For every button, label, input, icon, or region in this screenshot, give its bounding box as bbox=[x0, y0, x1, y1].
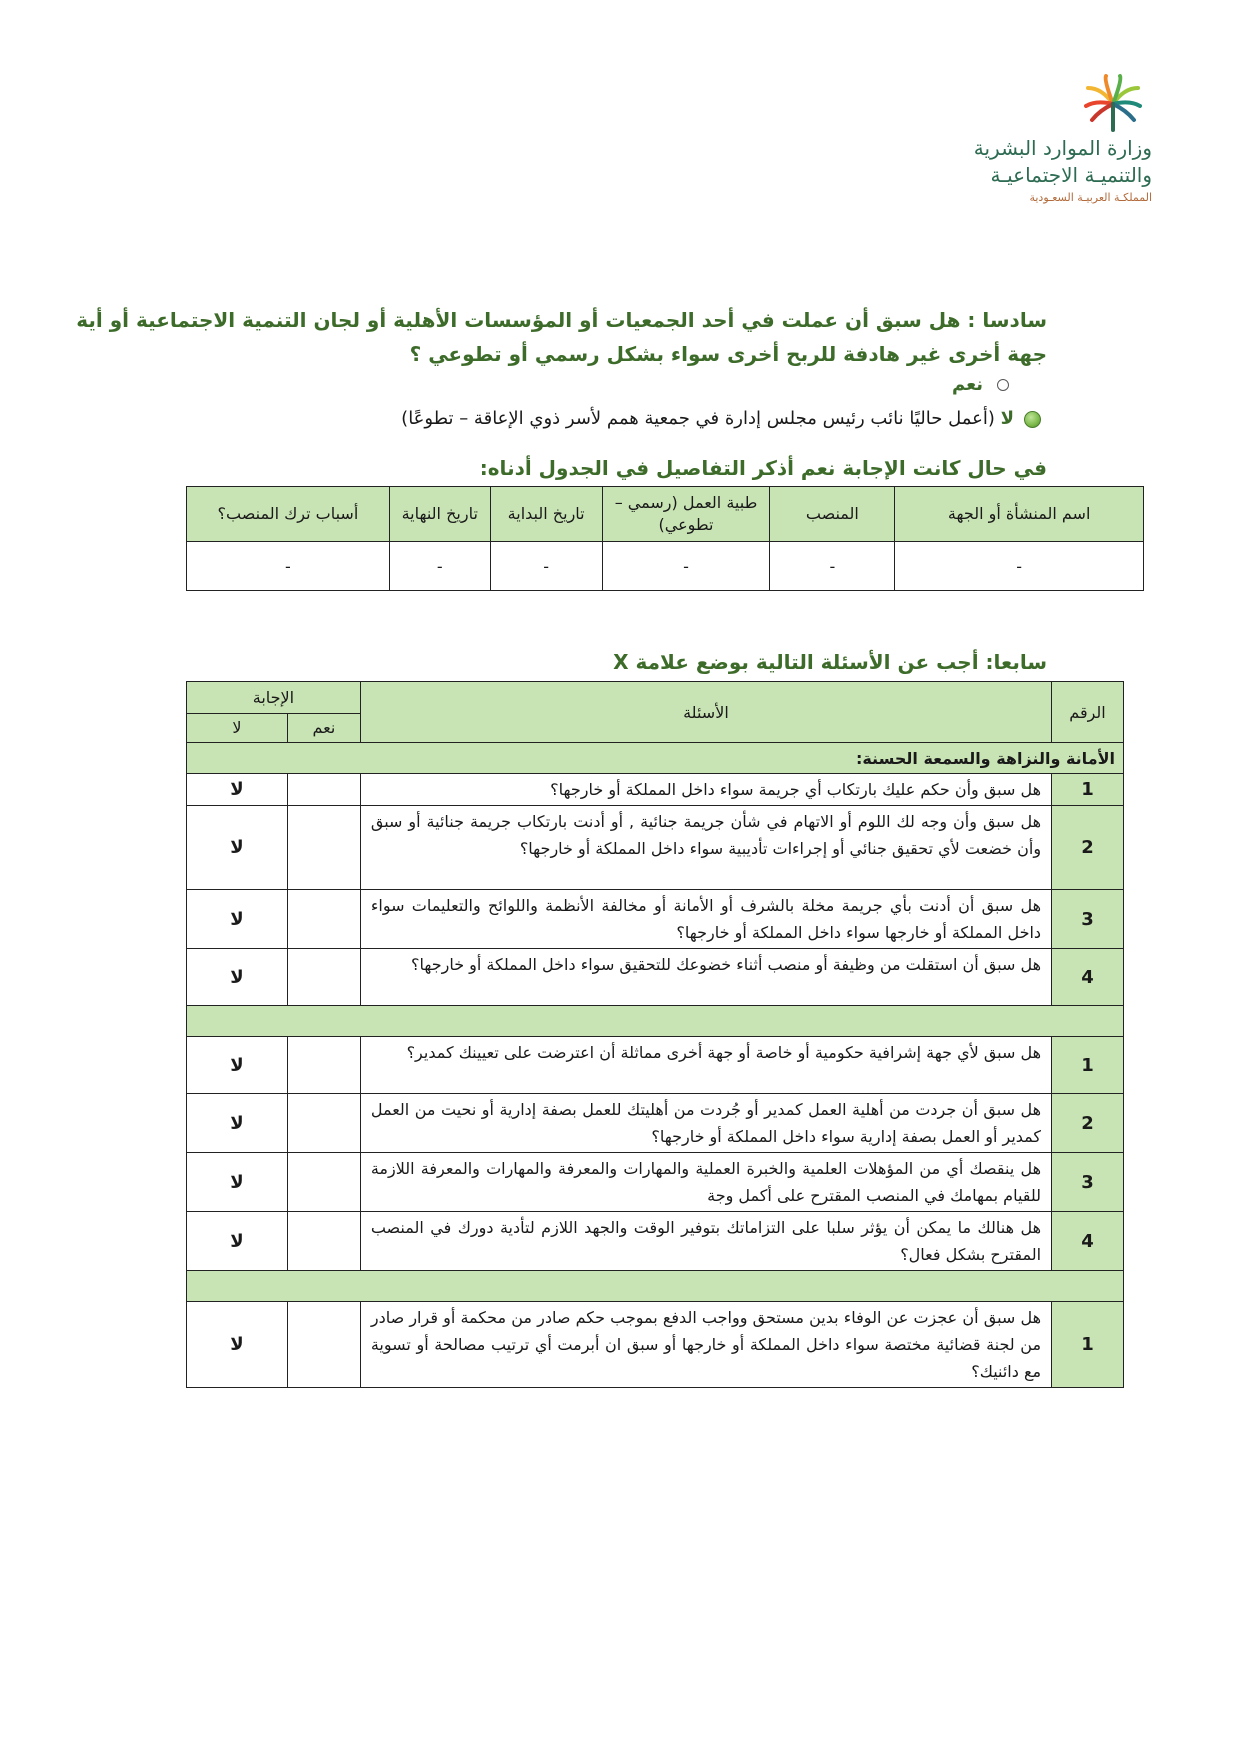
table-cell[interactable]: - bbox=[770, 542, 895, 591]
section-title: الأمانة والنزاهة والسمعة الحسنة: bbox=[187, 743, 1124, 774]
logo-text-line3: المملكـة العربيـة السعـودية bbox=[1029, 191, 1152, 204]
table-cell[interactable]: - bbox=[602, 542, 770, 591]
table-row bbox=[187, 542, 1144, 591]
table-header-cell: اسم المنشأة أو الجهة bbox=[895, 487, 1144, 542]
section7-title: سابعا: أجب عن الأسئلة التالية بوضع علامة X bbox=[613, 650, 1047, 674]
answer-no-cell[interactable]: لا bbox=[187, 1153, 288, 1212]
question-number: 4 bbox=[1052, 1212, 1124, 1271]
table-row bbox=[187, 1037, 1124, 1094]
option-yes-label: نعم bbox=[951, 374, 983, 395]
table-header-cell: أسباب ترك المنصب؟ bbox=[187, 487, 390, 542]
answer-yes-cell[interactable] bbox=[287, 1302, 360, 1388]
table-row bbox=[187, 1302, 1124, 1388]
question-number: 4 bbox=[1052, 949, 1124, 1006]
answer-no-cell[interactable]: لا bbox=[187, 1212, 288, 1271]
question-text: هل سبق أن عجزت عن الوفاء بدين مستحق وواجب الدفع بموجب حكم صادر من محكمة أو قرار صادر من لجنة قضائية مختصة سواء داخل المملكة أو خارجها أو سبق ان أبرمت أي ترتيب مصالحة أو تسوية مع دائنيك؟ bbox=[360, 1302, 1051, 1388]
option-yes[interactable] bbox=[952, 374, 1009, 395]
answer-yes-cell[interactable] bbox=[287, 1212, 360, 1271]
question-text: هل سبق أن استقلت من وظيفة أو منصب أثناء خضوعك للتحقيق سواء داخل المملكة أو خارجها؟ bbox=[360, 949, 1051, 1006]
header-yes: نعم bbox=[287, 713, 360, 742]
work-details-table bbox=[186, 486, 1144, 591]
answer-yes-cell[interactable] bbox=[287, 1153, 360, 1212]
section6-title-line1: سادسا : هل سبق أن عملت في أحد الجمعيات أو المؤسسات الأهلية أو لجان التنمية الاجتماعية أو أية bbox=[76, 308, 1047, 332]
question-number: 2 bbox=[1052, 806, 1124, 890]
answer-yes-cell[interactable] bbox=[287, 890, 360, 949]
section-row bbox=[187, 1006, 1124, 1037]
logo-text-line1: وزارة الموارد البشرية bbox=[973, 136, 1152, 160]
table-header-cell: طبية العمل (رسمي – تطوعي) bbox=[602, 487, 770, 542]
table-header-cell: تاريخ البداية bbox=[490, 487, 602, 542]
table-row bbox=[187, 890, 1124, 949]
answer-yes-cell[interactable] bbox=[287, 949, 360, 1006]
question-text: هل هنالك ما يمكن أن يؤثر سلبا على التزاماتك بتوفير الوقت والجهد اللازم لتأدية دورك في المنصب المقترح بشكل فعال؟ bbox=[360, 1212, 1051, 1271]
question-text: هل سبق أن جردت من أهلية العمل كمدير أو جُردت من أهليتك للعمل بصفة إدارية أو نحيت من العمل كمدير أو العمل بصفة إدارية سواء داخل المملكة أو خارجها؟ bbox=[360, 1094, 1051, 1153]
answer-yes-cell[interactable] bbox=[287, 806, 360, 890]
question-number: 3 bbox=[1052, 890, 1124, 949]
table-cell[interactable]: - bbox=[490, 542, 602, 591]
answer-no-cell[interactable]: لا bbox=[187, 1302, 288, 1388]
question-text: هل سبق وأن حكم عليك بارتكاب أي جريمة سواء داخل المملكة أو خارجها؟ bbox=[360, 774, 1051, 806]
answer-no-cell[interactable]: لا bbox=[187, 1094, 288, 1153]
question-text: هل سبق أن أدنت بأي جريمة مخلة بالشرف أو الأمانة أو مخالفة الأنظمة واللوائح والتعليمات سواء داخل المملكة أو خارجها سواء داخل المملكة أو خارجها؟ bbox=[360, 890, 1051, 949]
answer-yes-cell[interactable] bbox=[287, 1094, 360, 1153]
answer-no-cell[interactable]: لا bbox=[187, 806, 288, 890]
details-prompt: في حال كانت الإجابة نعم أذكر التفاصيل في الجدول أدناه: bbox=[479, 456, 1047, 480]
section-title bbox=[187, 1271, 1124, 1302]
table-header-cell: المنصب bbox=[770, 487, 895, 542]
table-row bbox=[187, 774, 1124, 806]
questions-body bbox=[187, 743, 1124, 1388]
question-number: 1 bbox=[1052, 1302, 1124, 1388]
header-questions: الأسئلة bbox=[360, 682, 1051, 743]
radio-empty-icon[interactable] bbox=[997, 379, 1009, 391]
table-row bbox=[187, 1153, 1124, 1212]
questions-header-row bbox=[187, 682, 1124, 714]
radio-selected-icon[interactable] bbox=[1024, 411, 1041, 428]
table-cell[interactable]: - bbox=[389, 542, 490, 591]
section-title bbox=[187, 1006, 1124, 1037]
section-row bbox=[187, 1271, 1124, 1302]
table-header-row bbox=[187, 487, 1144, 542]
answer-yes-cell[interactable] bbox=[287, 1037, 360, 1094]
table-row bbox=[187, 949, 1124, 1006]
option-no[interactable] bbox=[401, 408, 1041, 429]
question-text: هل ينقصك أي من المؤهلات العلمية والخبرة العملية والمهارات والمعرفة والمهارات والمعرفة اللازمة للقيام بمهامك في المنصب المقترح على أكمل وجة bbox=[360, 1153, 1051, 1212]
option-no-detail: (أعمل حاليًا نائب رئيس مجلس إدارة في جمعية همم لأسر ذوي الإعاقة – تطوعًا) bbox=[401, 408, 1001, 429]
table-cell[interactable]: - bbox=[895, 542, 1144, 591]
header-answer: الإجابة bbox=[187, 682, 361, 714]
question-text: هل سبق وأن وجه لك اللوم أو الاتهام في شأن جريمة جنائية , أو أدنت بارتكاب جريمة جنائية أو سبق وأن خضعت لأي تحقيق جنائي أو إجراءات تأديبية سواء داخل المملكة أو خارجها؟ bbox=[360, 806, 1051, 890]
option-no-label: لا bbox=[1000, 408, 1014, 429]
question-text: هل سبق لأي جهة إشرافية حكومية أو خاصة أو جهة أخرى مماثلة أن اعترضت على تعيينك كمدير؟ bbox=[360, 1037, 1051, 1094]
question-number: 3 bbox=[1052, 1153, 1124, 1212]
header-number: الرقم bbox=[1052, 682, 1124, 743]
answer-yes-cell[interactable] bbox=[287, 774, 360, 806]
table-row bbox=[187, 806, 1124, 890]
answer-no-cell[interactable]: لا bbox=[187, 1037, 288, 1094]
answer-no-cell[interactable]: لا bbox=[187, 774, 288, 806]
questions-table bbox=[186, 681, 1124, 1388]
header-no: لا bbox=[187, 713, 288, 742]
table-cell[interactable]: - bbox=[187, 542, 390, 591]
logo-text-line2: والتنميـة الاجتماعيـة bbox=[990, 163, 1152, 187]
palm-tree-icon bbox=[1082, 74, 1144, 132]
section6-title-line2: جهة أخرى غير هادفة للربح أخرى سواء بشكل رسمي أو تطوعي ؟ bbox=[409, 342, 1047, 366]
question-number: 2 bbox=[1052, 1094, 1124, 1153]
question-number: 1 bbox=[1052, 774, 1124, 806]
answer-no-cell[interactable]: لا bbox=[187, 890, 288, 949]
answer-no-cell[interactable]: لا bbox=[187, 949, 288, 1006]
section-row bbox=[187, 743, 1124, 774]
table-row bbox=[187, 1212, 1124, 1271]
table-row bbox=[187, 1094, 1124, 1153]
ministry-logo bbox=[973, 74, 1202, 214]
table-header-cell: تاريخ النهاية bbox=[389, 487, 490, 542]
question-number: 1 bbox=[1052, 1037, 1124, 1094]
